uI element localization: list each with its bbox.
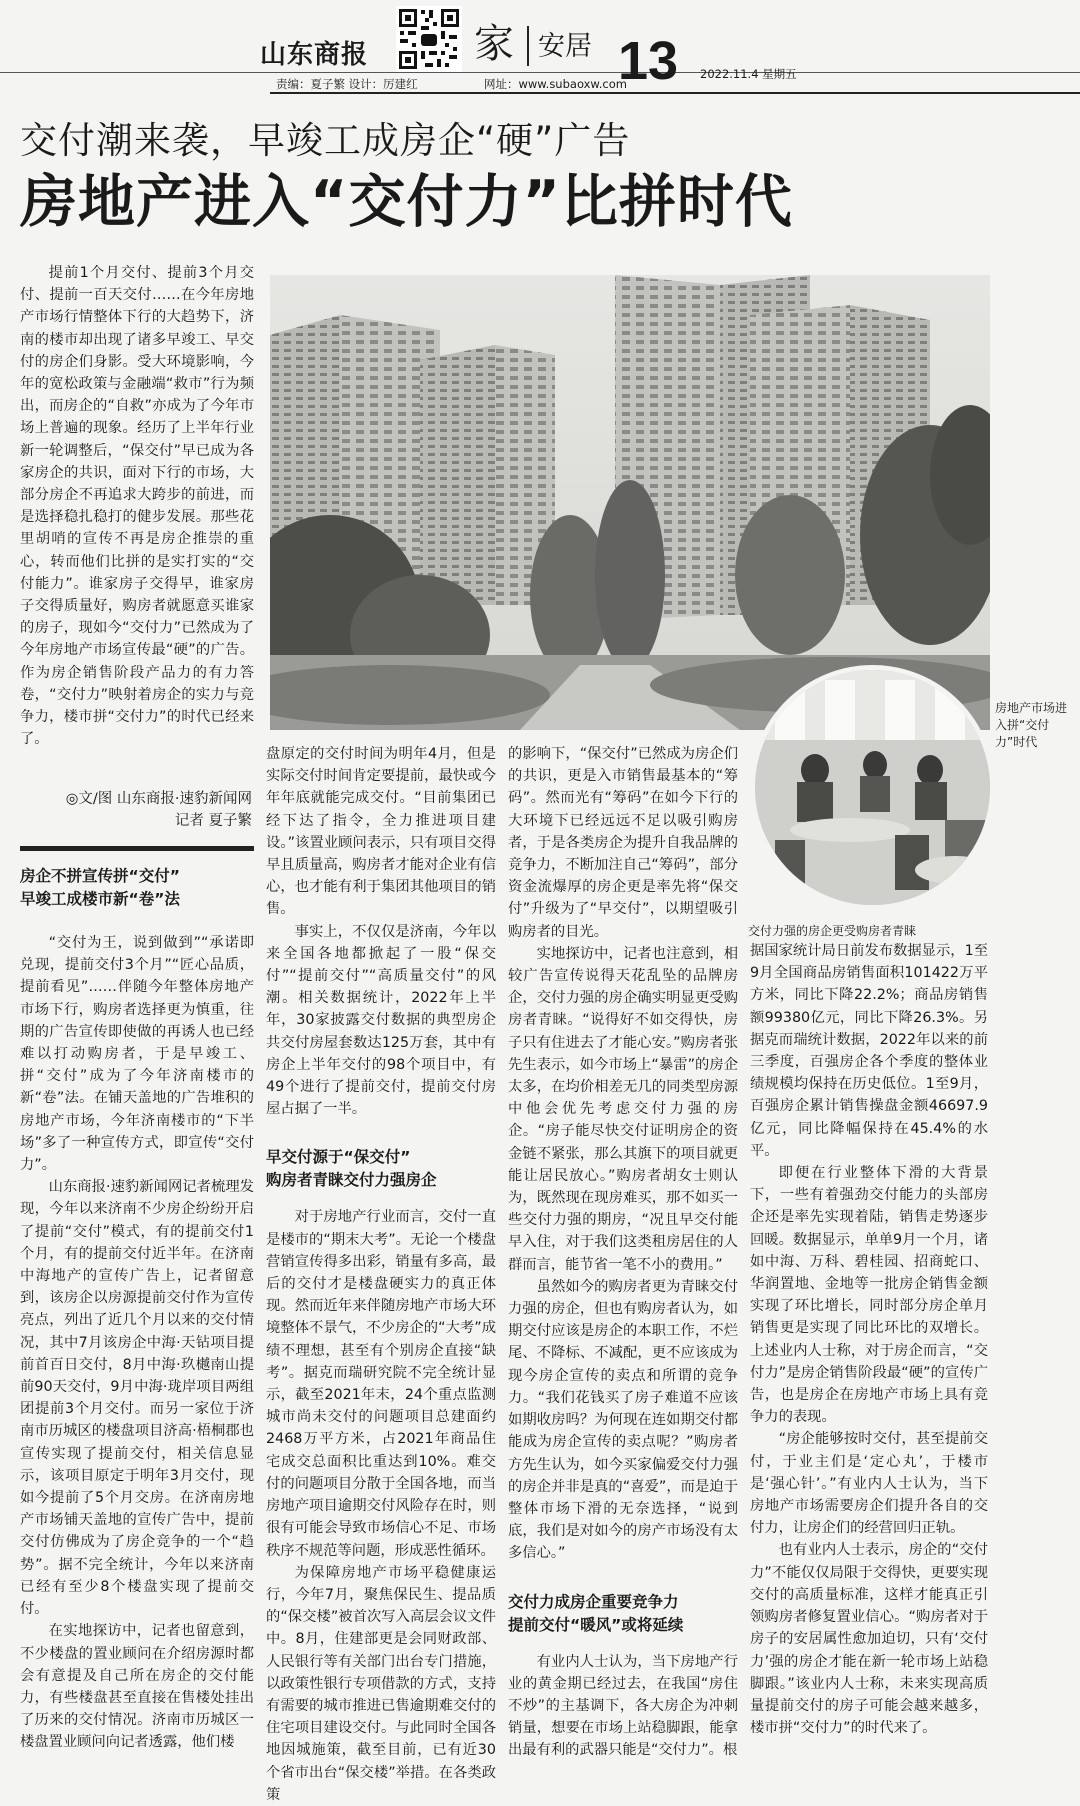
paragraph: 对于房地产行业而言，交付一直是楼市的“期末大考”。无论一个楼盘营销宣传得多出彩，销量有多高，最后的交付才是楼盘硬实力的真正体现。然而近年来伴随房地产市场大环境整体不景气，不少房企的“大考”成绩不理想，甚至有个别房企直接“缺考”。据克而瑞研究院不完全统计显示，截至2021年末，24个重点监测城市尚未交付的问题项目总建面约2468万平方米，占2021年商品住宅成交总面积比重达到10%。难交付的问题项目分散于全国各地，而当房地产项目逾期交付风险存在时，则很有可能会导致市场信心不足、市场秩序不规范等问题，形成恶性循环。 xyxy=(266,1209,496,1559)
paragraph: 据国家统计局日前发布数据显示，1至9月全国商品房销售面积101422万平方米，同比下降22.2%；商品房销售额99380亿元，同比下降26.3%。另据克而瑞统计数据，2022年以来的前三季度，百强房企各个季度的整体业绩规模均保持在历史低位。1至9月，百强房企累计销售操盘金额46697.9亿元，同比降幅保持在45.4%的水平。 xyxy=(750,943,988,1159)
issue-date: 2022.11.4 星期五 xyxy=(700,67,797,81)
main-photo-caption: 房地产市场进入拼“交付力”时代 xyxy=(995,701,1068,749)
inset-photo xyxy=(750,665,995,910)
paragraph: 也有业内人士表示，房企的“交付力”不能仅仅局限于交得快，更要实现交付的高质量标准，这样才能真正引领购房者修复置业信心。“购房者对于房子的安居属性愈加迫切，只有‘交付力’强的房企才能在新一轮市场上站稳脚跟。”该业内人士称，未来实现高质量提前交付的房子可能会越来越多，楼市拼“交付力”的时代来了。 xyxy=(750,1542,988,1737)
inset-photo-caption: 交付力强的房企更受购房者青睐 xyxy=(748,924,917,938)
lead-column xyxy=(20,262,254,750)
paragraph: 有业内人士认为，当下房地产行业的黄金期已经过去，在我国“房住不炒”的主基调下，各大房企为冲刺销量，想要在市场上站稳脚跟，能拿出最有利的武器只能是“交付力”。根 xyxy=(508,1653,738,1759)
editor-credits: 责编：夏子繁 设计：厉建红 xyxy=(276,77,418,91)
qr-code-icon xyxy=(396,6,462,72)
website-link[interactable]: 网址：www.subaoxw.com xyxy=(484,77,627,91)
section1-heading-line2: 早竣工成楼市新“卷”法 xyxy=(20,890,180,908)
paragraph: “交付为王，说到做到”“承诺即兑现，提前交付3个月”“匠心品质，提前看见”……伴随今年整体房地产市场下行，购房者选择更为慎重，往期的广告宣传即使做的再诱人也已经难以打动购房者，于是早竣工、拼“交付”成为了今年济南楼市的新“卷”法。在铺天盖地的广告堆积的房地产市场，今年济南楼市的“下半场”多了一种宣传方式，即宣传“交付力”。 xyxy=(20,935,254,1174)
section3-heading xyxy=(508,1591,738,1637)
main-photo xyxy=(270,275,990,730)
section1-heading xyxy=(20,865,254,911)
section1-heading-line1: 房企不拼宣传拼“交付” xyxy=(20,867,180,885)
section2-heading-line1: 早交付源于“保交付” xyxy=(266,1148,411,1167)
paragraph: 实地探访中，记者也注意到，相较广告宣传说得天花乱坠的品牌房企，交付力强的房企确实明显更受购房者青睐。“说得好不如交得快，房子只有住进去了才能心安。”购房者张先生表示，如今市场上“暴雷”的房企太多，在均价相差无几的同类型房源中他会优先考虑交付力强的房企。“房子能尽快交付证明房企的资金链不紧张，那么其旗下的项目就更能让居民放心。”购房者胡女士则认为，既然现在现房难买，那不如买一些交付力强的期房，“况且早交付能早入住，对于我们这类租房居住的人群而言，能节省一笔不小的费用。” xyxy=(508,945,738,1273)
section3-heading-line2: 提前交付“暖风”或将延续 xyxy=(508,1615,684,1634)
paragraph: 山东商报·速豹新闻网记者梳理发现，今年以来济南不少房企纷纷开启了提前“交付”模式，有的提前交付1个月，有的提前交付近半年。在济南中海地产的宣传广告上，记者留意到，该房企以房源提前交付作为宣传亮点，列出了近几个月以来的交付情况，其中7月该房企中海·天钻项目提前首百日交付，8月中海·玖樾南山提前90天交付，9月中海·珑岸项目两组团提前3个月交付。而另一家位于济南市历城区的楼盘项目济高·梧桐郡也宣传实现了提前交付，相关信息显示，该项目原定于明年3月交付，现如今提前了5个月交房。在济南房地产市场铺天盖地的宣传广告中，提前交付仿佛成为了房企竞争的一个“趋势”。据不完全统计，今年以来济南已经有至少8个楼盘实现了提前交付。 xyxy=(20,1179,254,1618)
byline-source: ◎文/图 山东商报·速豹新闻网 xyxy=(65,791,252,807)
paragraph: 的影响下，“保交付”已然成为房企们的共识，更是入市销售最基本的“筹码”。然而光有“筹码”在如今下行的大环境下已经远远不足以吸引购房者，于是各类房企为提升自我品牌的竞争力，不断加注自己“筹码”，部分资金流爆厚的房企更是率先将“保交付”升级为了“早交付”，以期望吸引购房者的目光。 xyxy=(508,746,738,940)
byline-reporter: 记者 夏子繁 xyxy=(174,813,252,829)
paragraph: 即便在行业整体下滑的大背景下，一些有着强劲交付能力的头部房企还是率先实现着陆，销售走势逐步回暖。数据显示，单单9月一个月，诸如中海、万科、碧桂园、招商蛇口、华润置地、金地等一批房企销售金额实现了环比增长，同时部分房企单月销售更是实现了同比环比的双增长。上述业内人士称，对于房企而言，“交付力”是房企销售阶段最“硬”的宣传广告，也是房企在房地产市场上具有竞争力的表现。 xyxy=(750,1165,988,1426)
main-headline: 房地产进入“交付力”比拼时代 xyxy=(20,169,793,235)
paragraph: 虽然如今的购房者更为青睐交付力强的房企，但也有购房者认为，如期交付应该是房企的本职工作，不烂尾、不降标、不减配，更不应该成为现今房企宣传的卖点和所谓的竞争力。“我们花钱买了房子难道不应该如期收房吗？为何现在连如期交付都能成为房企宣传的卖点呢？”购房者方先生认为，如今买家偏爱交付力强的房企并非是真的“喜爱”，而是迫于整体市场下滑的无奈选择，“说到底，我们是对如今的房产市场没有太多信心。” xyxy=(508,1278,738,1562)
paragraph: “房企能够按时交付，甚至提前交付，于业主们是‘定心丸’，于楼市是‘强心针’。”有业内人士认为，当下房地产市场需要房企们提升各自的交付力，让房企们的经营回归正轨。 xyxy=(750,1431,988,1537)
column-3 xyxy=(508,743,738,1762)
section-title: 家 xyxy=(474,21,514,67)
paragraph: 在实地探访中，记者也留意到，不少楼盘的置业顾问在介绍房源时都会有意提及自己所在房企的交付能力，有些楼盘甚至直接在售楼处挂出了历来的交付情况。济南市历城区一楼盘置业顾问向记者透露，他们楼 xyxy=(20,1623,254,1751)
section-rule xyxy=(20,846,254,851)
page-number: 13 xyxy=(618,31,679,91)
header-rule xyxy=(270,92,1080,94)
column-1 xyxy=(20,932,254,1754)
column-4 xyxy=(750,940,988,1739)
paragraph: 盘原定的交付时间为明年4月，但是实际交付时间肯定要提前，最快或今年年底就能完成交付。“目前集团已经下达了指令，全力推进项目建设。”该置业顾问表示，只有项目交得早且质量高，购房者才能对企业有信心，也才能有利于集团其他项目的销售。 xyxy=(266,746,496,918)
section2-heading xyxy=(266,1146,496,1192)
section-divider xyxy=(527,26,529,66)
masthead-rule xyxy=(0,72,1080,73)
paragraph: 为保障房地产市场平稳健康运行，今年7月，聚焦保民生、提品质的“保交楼”被首次写入高层会议文件中。8月，住建部更是会同财政部、人民银行等有关部门出台专门措施，以政策性银行专项借款的方式，支持有需要的城市推进已售逾期难交付的住宅项目建设交付。与此同时全国各地因城施策，截至目前，已有近30个省市出台“保交楼”举措。在各类政策 xyxy=(266,1564,496,1803)
section2-heading-line2: 购房者青睐交付力强房企 xyxy=(266,1171,437,1190)
paper-name: 山东商报 xyxy=(260,40,369,70)
byline xyxy=(30,788,252,832)
section3-heading-line1: 交付力成房企重要竞争力 xyxy=(508,1592,679,1611)
column-2 xyxy=(266,743,496,1806)
lead-paragraph: 提前1个月交付、提前3个月交付、提前一百天交付……在今年房地产市场行情整体下行的大趋势下，济南的楼市却出现了诸多早竣工、早交付的房企们身影。受大环境影响，今年的宽松政策与金融端“救市”行为频出，而房企的“自救”亦成为了今年市场上普遍的现象。经历了上半年行业新一轮调整后，“保交付”早已成为各家房企的共识，面对下行的市场，大部分房企不再追求大跨步的前进，而是选择稳扎稳打的健步发展。那些花里胡哨的宣传不再是房企推崇的重心，转而他们比拼的是实打实的“交付能力”。谁家房子交得早，谁家房子交得质量好，购房者就愿意买谁家的房子，现如今“交付力”已然成为了今年房地产市场宣传最“硬”的广告。作为房企销售阶段产品力的有力答卷，“交付力”映射着房企的实力与竞争力，楼市拼“交付力”的时代已经来了。 xyxy=(20,265,254,748)
kicker-headline: 交付潮来袭，早竣工成房企“硬”广告 xyxy=(20,119,631,162)
paragraph: 事实上，不仅仅是济南，今年以来全国各地都掀起了一股“保交付”“提前交付”“高质量交付”的风潮。相关数据统计，2022年上半年，30家披露交付数据的典型房企共交付房屋套数达125万套，其中有房企上半年交付的98个项目中，有49个进行了提前交付，提前交付房屋占据了一半。 xyxy=(266,923,496,1118)
section-subtitle: 安居 xyxy=(538,31,592,62)
